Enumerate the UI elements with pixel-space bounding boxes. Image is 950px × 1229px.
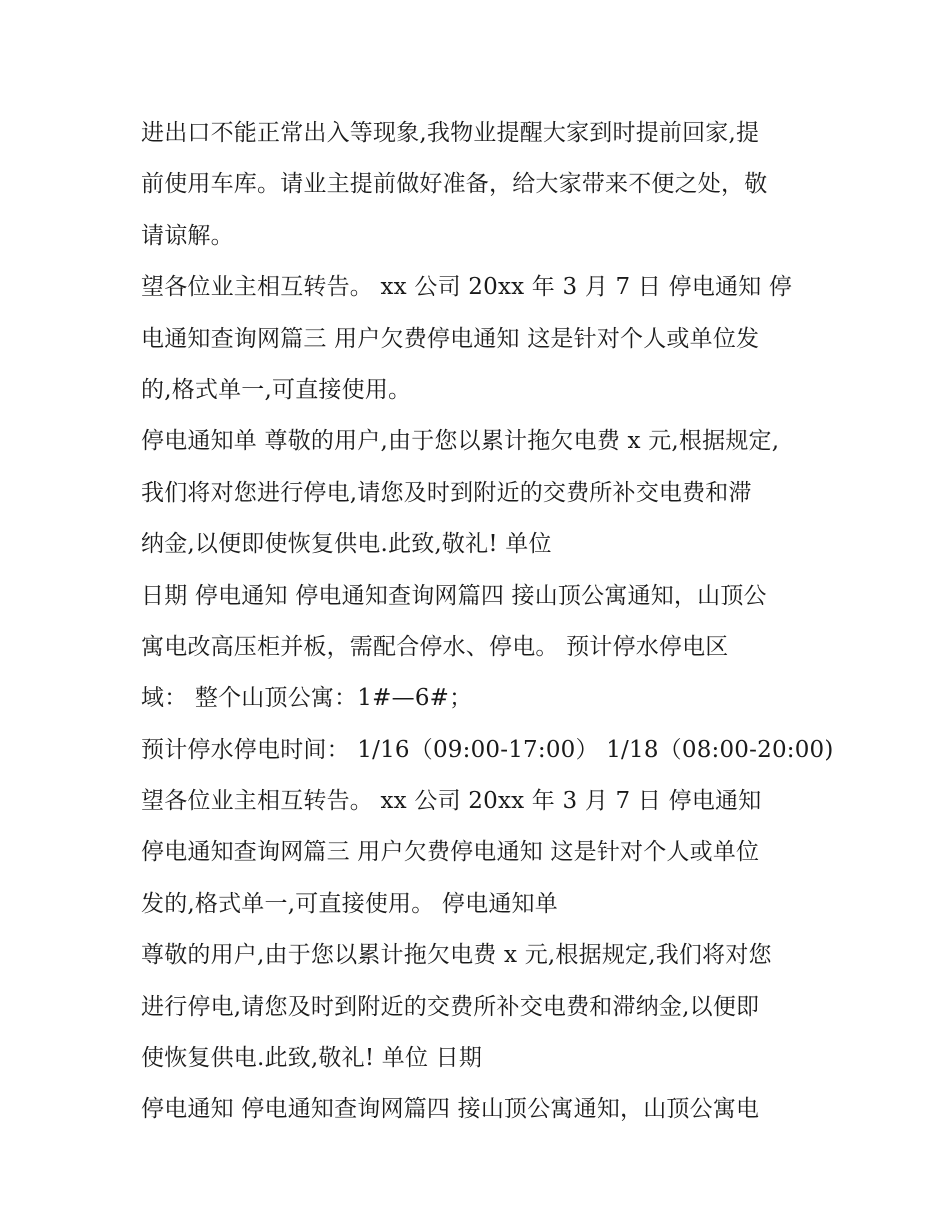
text-line: 停电通知查询网篇三 用户欠费停电通知 这是针对个人或单位 <box>141 839 760 866</box>
text-line: 纳金,以便即使恢复供电.此致,敬礼! 单位 <box>141 531 552 558</box>
text-line: 预计停水停电时间： 1/16（09:00-17:00） 1/18（08:00-20:00) <box>141 736 834 763</box>
text-line: 发的,格式单一,可直接使用。 停电通知单 <box>141 890 558 917</box>
text-line: 电通知查询网篇三 用户欠费停电通知 这是针对个人或单位发 <box>141 325 760 352</box>
text-line: 域： 整个山顶公寓：1#—6#； <box>141 685 473 712</box>
text-line: 寓电改高压柜并板，需配合停水、停电。 预计停水停电区 <box>141 633 729 660</box>
text-line: 尊敬的用户,由于您以累计拖欠电费 x 元,根据规定,我们将对您 <box>141 942 772 969</box>
text-line: 停电通知 停电通知查询网篇四 接山顶公寓通知，山顶公寓电 <box>141 1096 760 1123</box>
text-line: 日期 停电通知 停电通知查询网篇四 接山顶公寓通知，山顶公 <box>141 582 767 609</box>
text-line: 使恢复供电.此致,敬礼! 单位 日期 <box>141 1045 483 1072</box>
document-body <box>141 108 841 1136</box>
text-line: 停电通知单 尊敬的用户,由于您以累计拖欠电费 x 元,根据规定, <box>141 428 780 455</box>
text-line: 望各位业主相互转告。 xx 公司 20xx 年 3 月 7 日 停电通知 停 <box>141 274 793 301</box>
text-line: 请谅解。 <box>141 222 234 249</box>
text-line: 我们将对您进行停电,请您及时到附近的交费所补交电费和滞 <box>141 479 752 506</box>
text-line: 望各位业主相互转告。 xx 公司 20xx 年 3 月 7 日 停电通知 <box>141 788 762 815</box>
text-line: 前使用车库。请业主提前做好准备，给大家带来不便之处，敬 <box>141 171 768 198</box>
text-line: 进出口不能正常出入等现象,我物业提醒大家到时提前回家,提 <box>141 120 760 146</box>
text-line: 的,格式单一,可直接使用。 <box>141 376 412 403</box>
text-line: 进行停电,请您及时到附近的交费所补交电费和滞纳金,以便即 <box>141 993 760 1020</box>
